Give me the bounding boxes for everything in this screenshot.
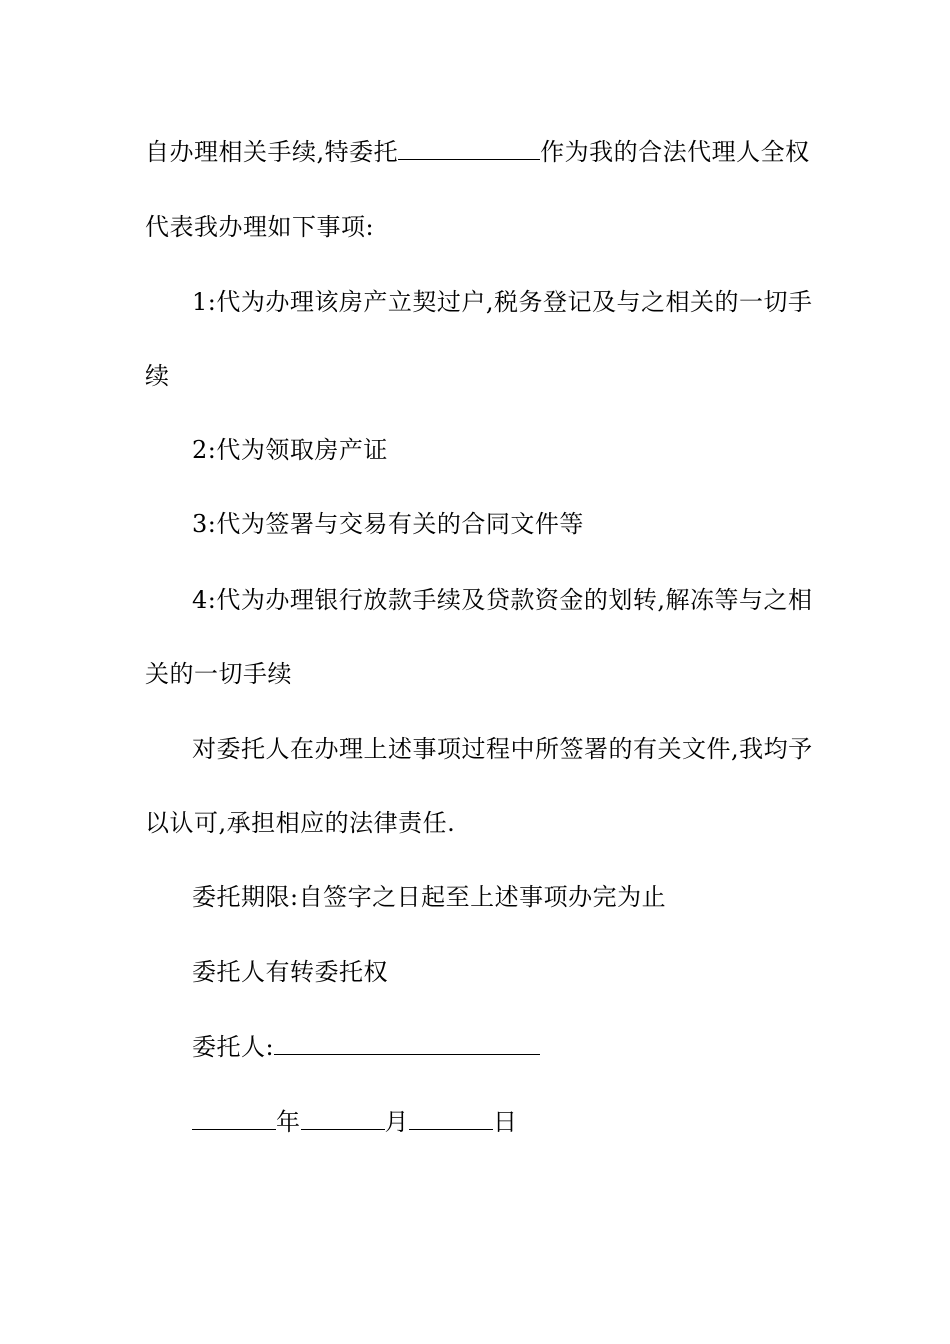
item-4-line-a: 4:代为办理银行放款手续及贷款资金的划转,解冻等与之相 [192,586,813,614]
item-1-line-b: 续 [145,362,170,390]
paragraph-line-2: 代表我办理如下事项: [145,213,375,241]
item-3: 3:代为签署与交易有关的合同文件等 [192,510,584,538]
day-label: 日 [493,1108,518,1136]
item-1-line-a: 1:代为办理该房产立契过户,税务登记及与之相关的一切手 [192,288,813,316]
item-4-line-b: 关的一切手续 [145,660,292,688]
year-label: 年 [276,1108,301,1136]
date-line [192,1106,812,1138]
month-label: 月 [384,1108,409,1136]
ratify-line-b: 以认可,承担相应的法律责任. [145,809,456,837]
paragraph-line-1 [145,136,815,168]
text-entrust-after: 作为我的合法代理人全权 [540,138,810,166]
entrust-period: 委托期限:自签字之日起至上述事项办完为止 [192,883,667,911]
ratify-line-a: 对委托人在办理上述事项过程中所签署的有关文件,我均予 [192,735,813,763]
principal-signature-blank[interactable] [274,1032,540,1055]
year-blank[interactable] [192,1107,276,1130]
text-entrust-before: 自办理相关手续,特委托 [145,138,399,166]
agent-name-blank[interactable] [398,137,540,160]
item-2: 2:代为领取房产证 [192,436,388,464]
principal-signature-line [192,1031,812,1063]
principal-label: 委托人: [192,1033,275,1061]
month-blank[interactable] [301,1107,385,1130]
subdelegation-right: 委托人有转委托权 [192,958,388,986]
day-blank[interactable] [409,1107,493,1130]
